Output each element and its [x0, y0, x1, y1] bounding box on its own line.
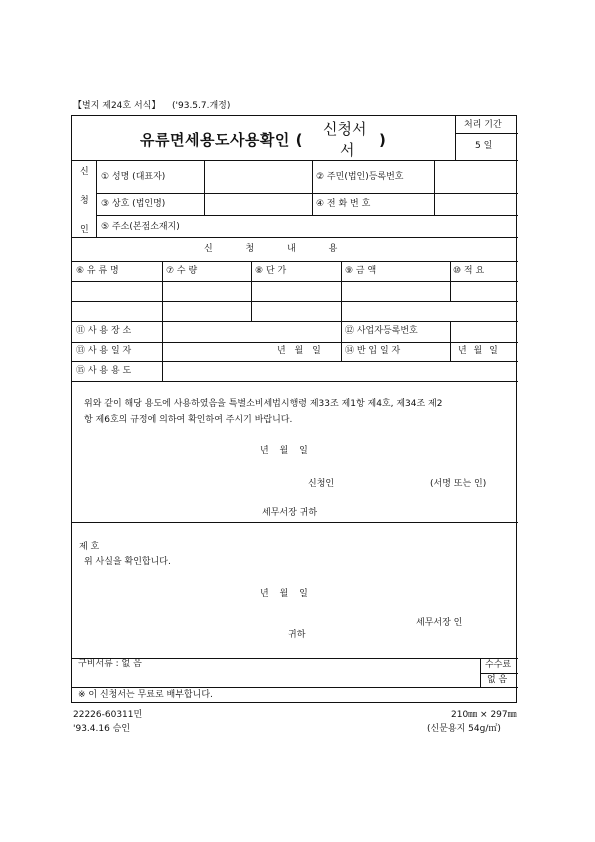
request-addressee: 세무서장 귀하 [262, 508, 318, 518]
import-date-label: ⑭ 반 입 일 자 [345, 346, 401, 356]
use-date-ymd: 년 월 일 [277, 346, 321, 356]
approval-date: '93.4.16 승인 [73, 724, 131, 734]
address-label: ⑤ 주소(본점소재지) [101, 222, 180, 232]
processing-period-label: 처리 기간 [464, 120, 502, 130]
applicant-side-label-2: 청 [80, 196, 89, 206]
usage-purpose-label: ⑮ 사 용 용 도 [76, 366, 132, 376]
resident-number-label: ② 주민(법인)등록번호 [316, 172, 404, 182]
processing-period-value: 5 일 [475, 141, 493, 151]
title-close: ) [379, 131, 387, 149]
request-text-line1: 위와 같이 해당 용도에 사용하였음을 특별소비세법시행령 제33조 제1항 제4호, 제34조 제2 [84, 399, 443, 409]
form-title: 유류면세용도사용확인 ( [140, 131, 303, 149]
form-number: 【별지 제24호 서식】 [73, 101, 161, 111]
name-label: ① 성명 (대표자) [101, 172, 166, 182]
import-date-ymd: 년 월 일 [458, 346, 498, 356]
form-code: 22226-60311민 [73, 710, 143, 720]
free-distribution-notice: ※ 이 신청서는 무료로 배부합니다. [78, 690, 213, 700]
col-amount: ⑨ 금 액 [345, 266, 377, 276]
request-date: 년 월 일 [260, 446, 308, 456]
title-stack-top: 신청서 [323, 120, 367, 138]
paper-type: (신문용지 54g/㎡) [427, 724, 501, 734]
phone-label: ④ 전 화 번 호 [316, 199, 371, 209]
signature-note: (서명 또는 인) [430, 479, 487, 489]
fee-label: 수수료 [485, 660, 512, 670]
applicant-side-label-1: 신 [80, 167, 89, 177]
confirmation-number: 제 호 [79, 542, 100, 552]
company-label: ③ 상호 (법인명) [101, 199, 166, 209]
biz-reg-label: ⑫ 사업자등록번호 [345, 326, 418, 336]
paper-size: 210㎜ × 297㎜ [451, 710, 517, 720]
revision-note: ('93.5.7.개정) [172, 101, 231, 111]
application-form [71, 115, 517, 703]
col-unit-price: ⑧ 단 가 [255, 266, 287, 276]
confirmation-addressee: 귀하 [288, 630, 306, 640]
col-quantity: ⑦ 수 량 [166, 266, 198, 276]
col-remarks: ⑩ 적 요 [453, 266, 485, 276]
applicant-side-label-3: 인 [80, 225, 89, 235]
title-stack-bottom: 서 [340, 141, 355, 159]
application-section-title: 신 청 내 용 [204, 244, 338, 254]
col-oil-name: ⑥ 유 류 명 [76, 266, 119, 276]
confirmation-text: 위 사실을 확인합니다. [84, 557, 171, 567]
tax-office-seal: 세무서장 인 [416, 618, 463, 628]
fee-value: 없 음 [487, 675, 508, 685]
usage-place-label: ⑪ 사 용 장 소 [76, 326, 132, 336]
use-date-label: ⑬ 사 용 일 자 [76, 346, 132, 356]
required-documents: 구비서류 : 없 음 [78, 659, 142, 669]
applicant-signature-label: 신청인 [308, 479, 335, 489]
confirmation-date: 년 월 일 [260, 589, 308, 599]
request-text-line2: 항 제6호의 규정에 의하여 확인하여 주시기 바랍니다. [84, 415, 293, 425]
